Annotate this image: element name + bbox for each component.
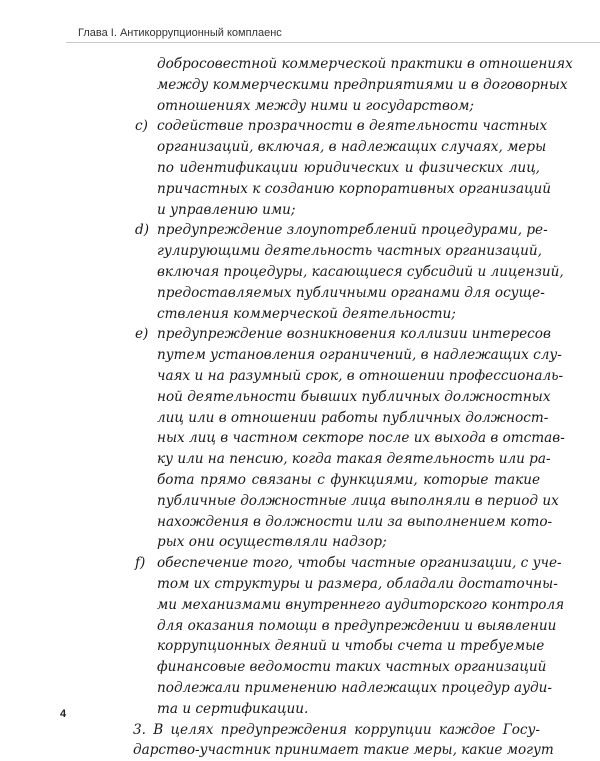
text-line: причастных к созданию корпоративных организаций [157,179,540,200]
text-line: включая процедуры, касающиеся субсидий и лицензий, [157,262,540,283]
text-line: предупреждение злоупотреблений процедурами, ре- [157,220,540,241]
text-line: том их структуры и размера, обладали достаточны- [157,574,540,595]
text-line: бота прямо связаны с функциями, которые такие [157,470,540,491]
text-line: коррупционных деяний и чтобы счета и требуемые [157,636,540,657]
paragraph-3 [0,720,600,761]
text-line: по идентификации юридических и физических лиц, [157,158,540,179]
text-line: для оказания помощи в предупреждении и выявлении [157,616,540,637]
text-line: добросовестной коммерческой практики в отношениях [157,54,540,75]
list-marker: e) [135,324,148,345]
text-line: ку или на пенсию, когда такая деятельность или ра- [157,449,540,470]
text-line: содействие прозрачности в деятельности частных [157,116,540,137]
text-line: и управлению ими; [157,200,540,221]
list-item-e [0,324,600,553]
text-line: ной деятельности бывших публичных должностных [157,387,540,408]
list-item-f [0,553,600,719]
text-line: обеспечение того, чтобы частные организации, с уче- [157,553,540,574]
text-line: ствления коммерческой деятельности; [157,304,540,325]
text-line: публичные должностные лица выполняли в период их [157,491,540,512]
text-line: дарство-участник принимает такие меры, какие могут [133,740,540,761]
text-line: гулирующими деятельность частных организаций, [157,241,540,262]
list-marker: c) [135,116,148,137]
text-line: рых они осуществляли надзор; [157,532,540,553]
list-marker: f) [135,553,145,574]
text-line: ми механизмами внутреннего аудиторского контроля [157,595,540,616]
text-line: отношениях между ними и государством; [157,96,540,117]
list-marker: d) [135,220,149,241]
running-head-title: Глава I. Антикоррупционный комплаенс [78,27,282,39]
text-line: подлежали применению надлежащих процедур ауди- [157,678,540,699]
text-line: организаций, включая, в надлежащих случаях, меры [157,137,540,158]
text-line: предупреждение возникновения коллизии интересов [157,324,540,345]
text-line: нахождения в должности или за выполнением кото- [157,512,540,533]
text-line: путем установления ограничений, в надлежащих слу- [157,345,540,366]
header-divider [66,42,600,43]
text-line: между коммерческими предприятиями и в договорных [157,75,540,96]
list-item-c [0,116,600,220]
body-text [0,54,600,761]
text-line: 3. В целях предупреждения коррупции каждое Госу- [133,720,540,741]
text-line: ных лиц в частном секторе после их выхода в отстав- [157,428,540,449]
text-line: финансовые ведомости таких частных организаций [157,657,540,678]
list-item-d [0,220,600,324]
text-line: лиц или в отношении работы публичных должност- [157,408,540,429]
text-line: та и сертификации. [157,699,540,720]
text-line: предоставляемых публичными органами для осуще- [157,283,540,304]
text-line: чаях и на разумный срок, в отношении профессиональ- [157,366,540,387]
page-number: 4 [60,708,66,720]
